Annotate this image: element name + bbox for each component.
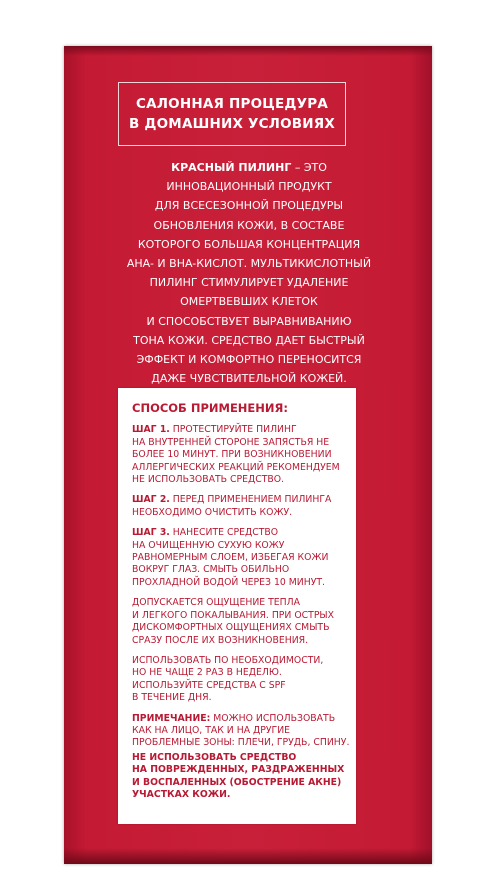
intro-line: ТОНА КОЖИ. СРЕДСТВО ДАЕТ БЫСТРЫЙ <box>133 333 365 347</box>
usage-panel <box>118 388 356 824</box>
title-line-1: САЛОННАЯ ПРОЦЕДУРА <box>136 96 328 112</box>
intro-line: КРАСНЫЙ ПИЛИНГ – ЭТО <box>171 161 327 174</box>
title-frame <box>118 82 346 146</box>
box-top-edge <box>64 46 432 56</box>
warning-note: НЕ ИСПОЛЬЗОВАТЬ СРЕДСТВО НА ПОВРЕЖДЕННЫХ, РАЗДРАЖЕННЫХ И ВОСПАЛЕННЫХ (ОБОСТРЕНИЕ АКНЕ) УЧАСТКАХ КОЖИ. <box>132 751 345 800</box>
intro-line: КОТОРОГО БОЛЬШАЯ КОНЦЕНТРАЦИЯ <box>137 237 361 251</box>
step-3-label: ШАГ 3. <box>132 527 170 539</box>
box-bottom-edge <box>64 848 432 864</box>
intro-line: ОБНОВЛЕНИЯ КОЖИ, В СОСТАВЕ <box>153 218 345 232</box>
step-1: ШАГ 1. ПРОТЕСТИРУЙТЕ ПИЛИНГ НА ВНУТРЕННЕЙ СТОРОНЕ ЗАПЯСТЬЯ НЕ БОЛЕЕ 10 МИНУТ. ПРИ ВОЗНИКНОВЕНИИ АЛЛЕРГИЧЕСКИХ РЕАКЦИЙ РЕКОМЕНДУЕМ НЕ ИСПОЛЬЗОВАТЬ СРЕДСТВО. <box>132 424 340 486</box>
title-line-2: В ДОМАШНИХ УСЛОВИЯХ <box>129 116 335 132</box>
sensation-note: ДОПУСКАЕТСЯ ОЩУЩЕНИЕ ТЕПЛА И ЛЕГКОГО ПОКАЛЫВАНИЯ. ПРИ ОСТРЫХ ДИСКОМФОРТНЫХ ОЩУЩЕНИЯХ СМЫТЬ СРАЗУ ПОСЛЕ ИХ ВОЗНИКНОВЕНИЯ. <box>132 597 334 646</box>
step-2: ШАГ 2. ПЕРЕД ПРИМЕНЕНИЕМ ПИЛИНГА НЕОБХОДИМО ОЧИСТИТЬ КОЖУ. <box>132 494 332 518</box>
intro-line: ЭФФЕКТ И КОМФОРТНО ПЕРЕНОСИТСЯ <box>136 353 362 367</box>
intro-line: AHA- И BHA-КИСЛОТ. МУЛЬТИКИСЛОТНЫЙ <box>126 257 372 271</box>
frequency-note: ИСПОЛЬЗОВАТЬ ПО НЕОБХОДИМОСТИ, НО НЕ ЧАЩЕ 2 РАЗ В НЕДЕЛЮ. ИСПОЛЬЗУЙТЕ СРЕДСТВА С SPF В ТЕЧЕНИЕ ДНЯ. <box>132 654 324 704</box>
intro-line: И СПОСОБСТВУЕТ ВЫРАВНИВАНИЮ <box>146 314 352 328</box>
step-2-label: ШАГ 2. <box>132 494 170 506</box>
remark-label: ПРИМЕЧАНИЕ: <box>132 712 211 724</box>
brand-name: КРАСНЫЙ ПИЛИНГ <box>171 161 292 174</box>
usage-content <box>132 402 354 809</box>
step-3: ШАГ 3. НАНЕСИТЕ СРЕДСТВО НА ОЧИЩЕННУЮ СУХУЮ КОЖУ РАВНОМЕРНЫМ СЛОЕМ, ИЗБЕГАЯ КОЖИ ВОКРУГ ГЛАЗ. СМЫТЬ ОБИЛЬНО ПРОХЛАДНОЙ ВОДОЙ ЧЕРЕЗ 10 МИНУТ. <box>132 527 329 588</box>
intro-line: ДЛЯ ВСЕСЕЗОННОЙ ПРОЦЕДУРЫ <box>154 199 344 213</box>
step-1-label: ШАГ 1. <box>132 424 170 436</box>
intro-text <box>84 158 414 388</box>
intro-line: ПИЛИНГ СТИМУЛИРУЕТ УДАЛЕНИЕ <box>149 276 349 290</box>
intro-line: ДАЖЕ ЧУВСТВИТЕЛЬНОЙ КОЖЕЙ. <box>151 372 347 386</box>
usage-heading: СПОСОБ ПРИМЕНЕНИЯ: <box>132 401 288 415</box>
remark: ПРИМЕЧАНИЕ: МОЖНО ИСПОЛЬЗОВАТЬ КАК НА ЛИЦО, ТАК И НА ДРУГИЕ ПРОБЛЕМНЫЕ ЗОНЫ: ПЛЕЧИ, ГРУДЬ, СПИНУ. <box>132 712 350 749</box>
intro-line: ИННОВАЦИОННЫЙ ПРОДУКТ <box>166 180 332 194</box>
intro-line: ОМЕРТВЕВШИХ КЛЕТОК <box>180 295 318 309</box>
